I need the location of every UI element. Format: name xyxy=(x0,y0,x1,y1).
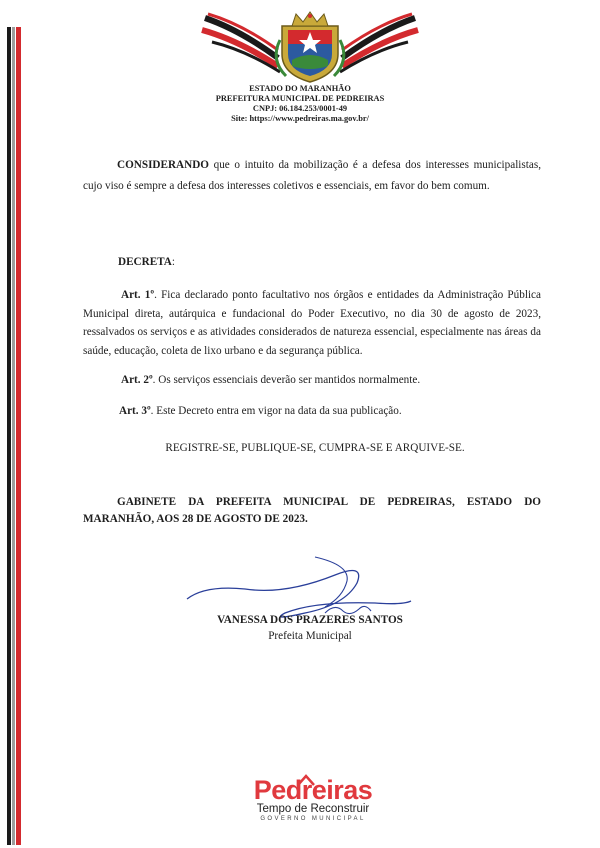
article-3-label: Art. 3º xyxy=(119,405,151,417)
decreta-heading xyxy=(118,252,538,273)
header-cnpj: CNPJ: 06.184.253/0001-49 xyxy=(252,104,348,113)
decreta-suffix: : xyxy=(171,256,175,268)
considerando-label: CONSIDERANDO xyxy=(117,159,209,171)
signatory-role: Prefeita Municipal xyxy=(268,630,352,642)
logo-subtitle: GOVERNO MUNICIPAL xyxy=(260,816,366,822)
decreta-label: DECRETA xyxy=(118,256,172,268)
registre-line: REGISTRE-SE, PUBLIQUE-SE, CUMPRA-SE E ARQUIVE-SE. xyxy=(165,442,465,454)
article-2 xyxy=(121,370,541,391)
red-stripe xyxy=(16,27,21,845)
article-2-text: . Os serviços essenciais deverão ser mantidos normalmente. xyxy=(152,374,421,386)
decorative-side-stripes xyxy=(7,27,23,845)
logo-tagline: Tempo de Reconstruir xyxy=(256,803,370,815)
coat-of-arms-emblem xyxy=(200,10,420,84)
article-2-label: Art. 2º xyxy=(121,374,153,386)
article-1-label: Art. 1º xyxy=(121,289,155,301)
logo-wordmark: Pedreiras xyxy=(253,775,373,805)
article-3 xyxy=(119,401,539,422)
gabinete-closing: GABINETE DA PREFEITA MUNICIPAL DE PEDREIRAS, ESTADO DO MARANHÃO, AOS 28 DE AGOSTO DE 2023. xyxy=(83,496,541,525)
black-stripe xyxy=(7,27,11,845)
signatory-name: VANESSA DOS PRAZERES SANTOS xyxy=(217,614,403,626)
article-1 xyxy=(83,286,541,360)
gray-stripe xyxy=(12,27,15,845)
article-1-text: . Fica declarado ponto facultativo nos órgãos e entidades da Administração Pública Municipal direta, autárquica e fundacional do Poder Executivo, no dia 30 de agosto de 2023, ressalvados os serviços e as atividades considerados de natureza essencial, especialmente nas áreas da saúde, educação, coleta de lixo urbano e da segurança pública. xyxy=(83,289,541,357)
header-site: Site: https://www.pedreiras.ma.gov.br/ xyxy=(231,114,369,123)
considerando-paragraph xyxy=(83,155,541,197)
header-state: ESTADO DO MARANHÃO xyxy=(249,84,351,93)
considerando-text: que o intuito da mobilização é a defesa dos interesses municipalistas, cujo viso é sempre a defesa dos interesses coletivos e essenciais, em favor do bem comum. xyxy=(83,159,541,192)
article-3-text: . Este Decreto entra em vigor na data da sua publicação. xyxy=(150,405,402,417)
header-prefeitura: PREFEITURA MUNICIPAL DE PEDREIRAS xyxy=(215,94,385,103)
logo-house-mark-icon xyxy=(296,773,316,787)
